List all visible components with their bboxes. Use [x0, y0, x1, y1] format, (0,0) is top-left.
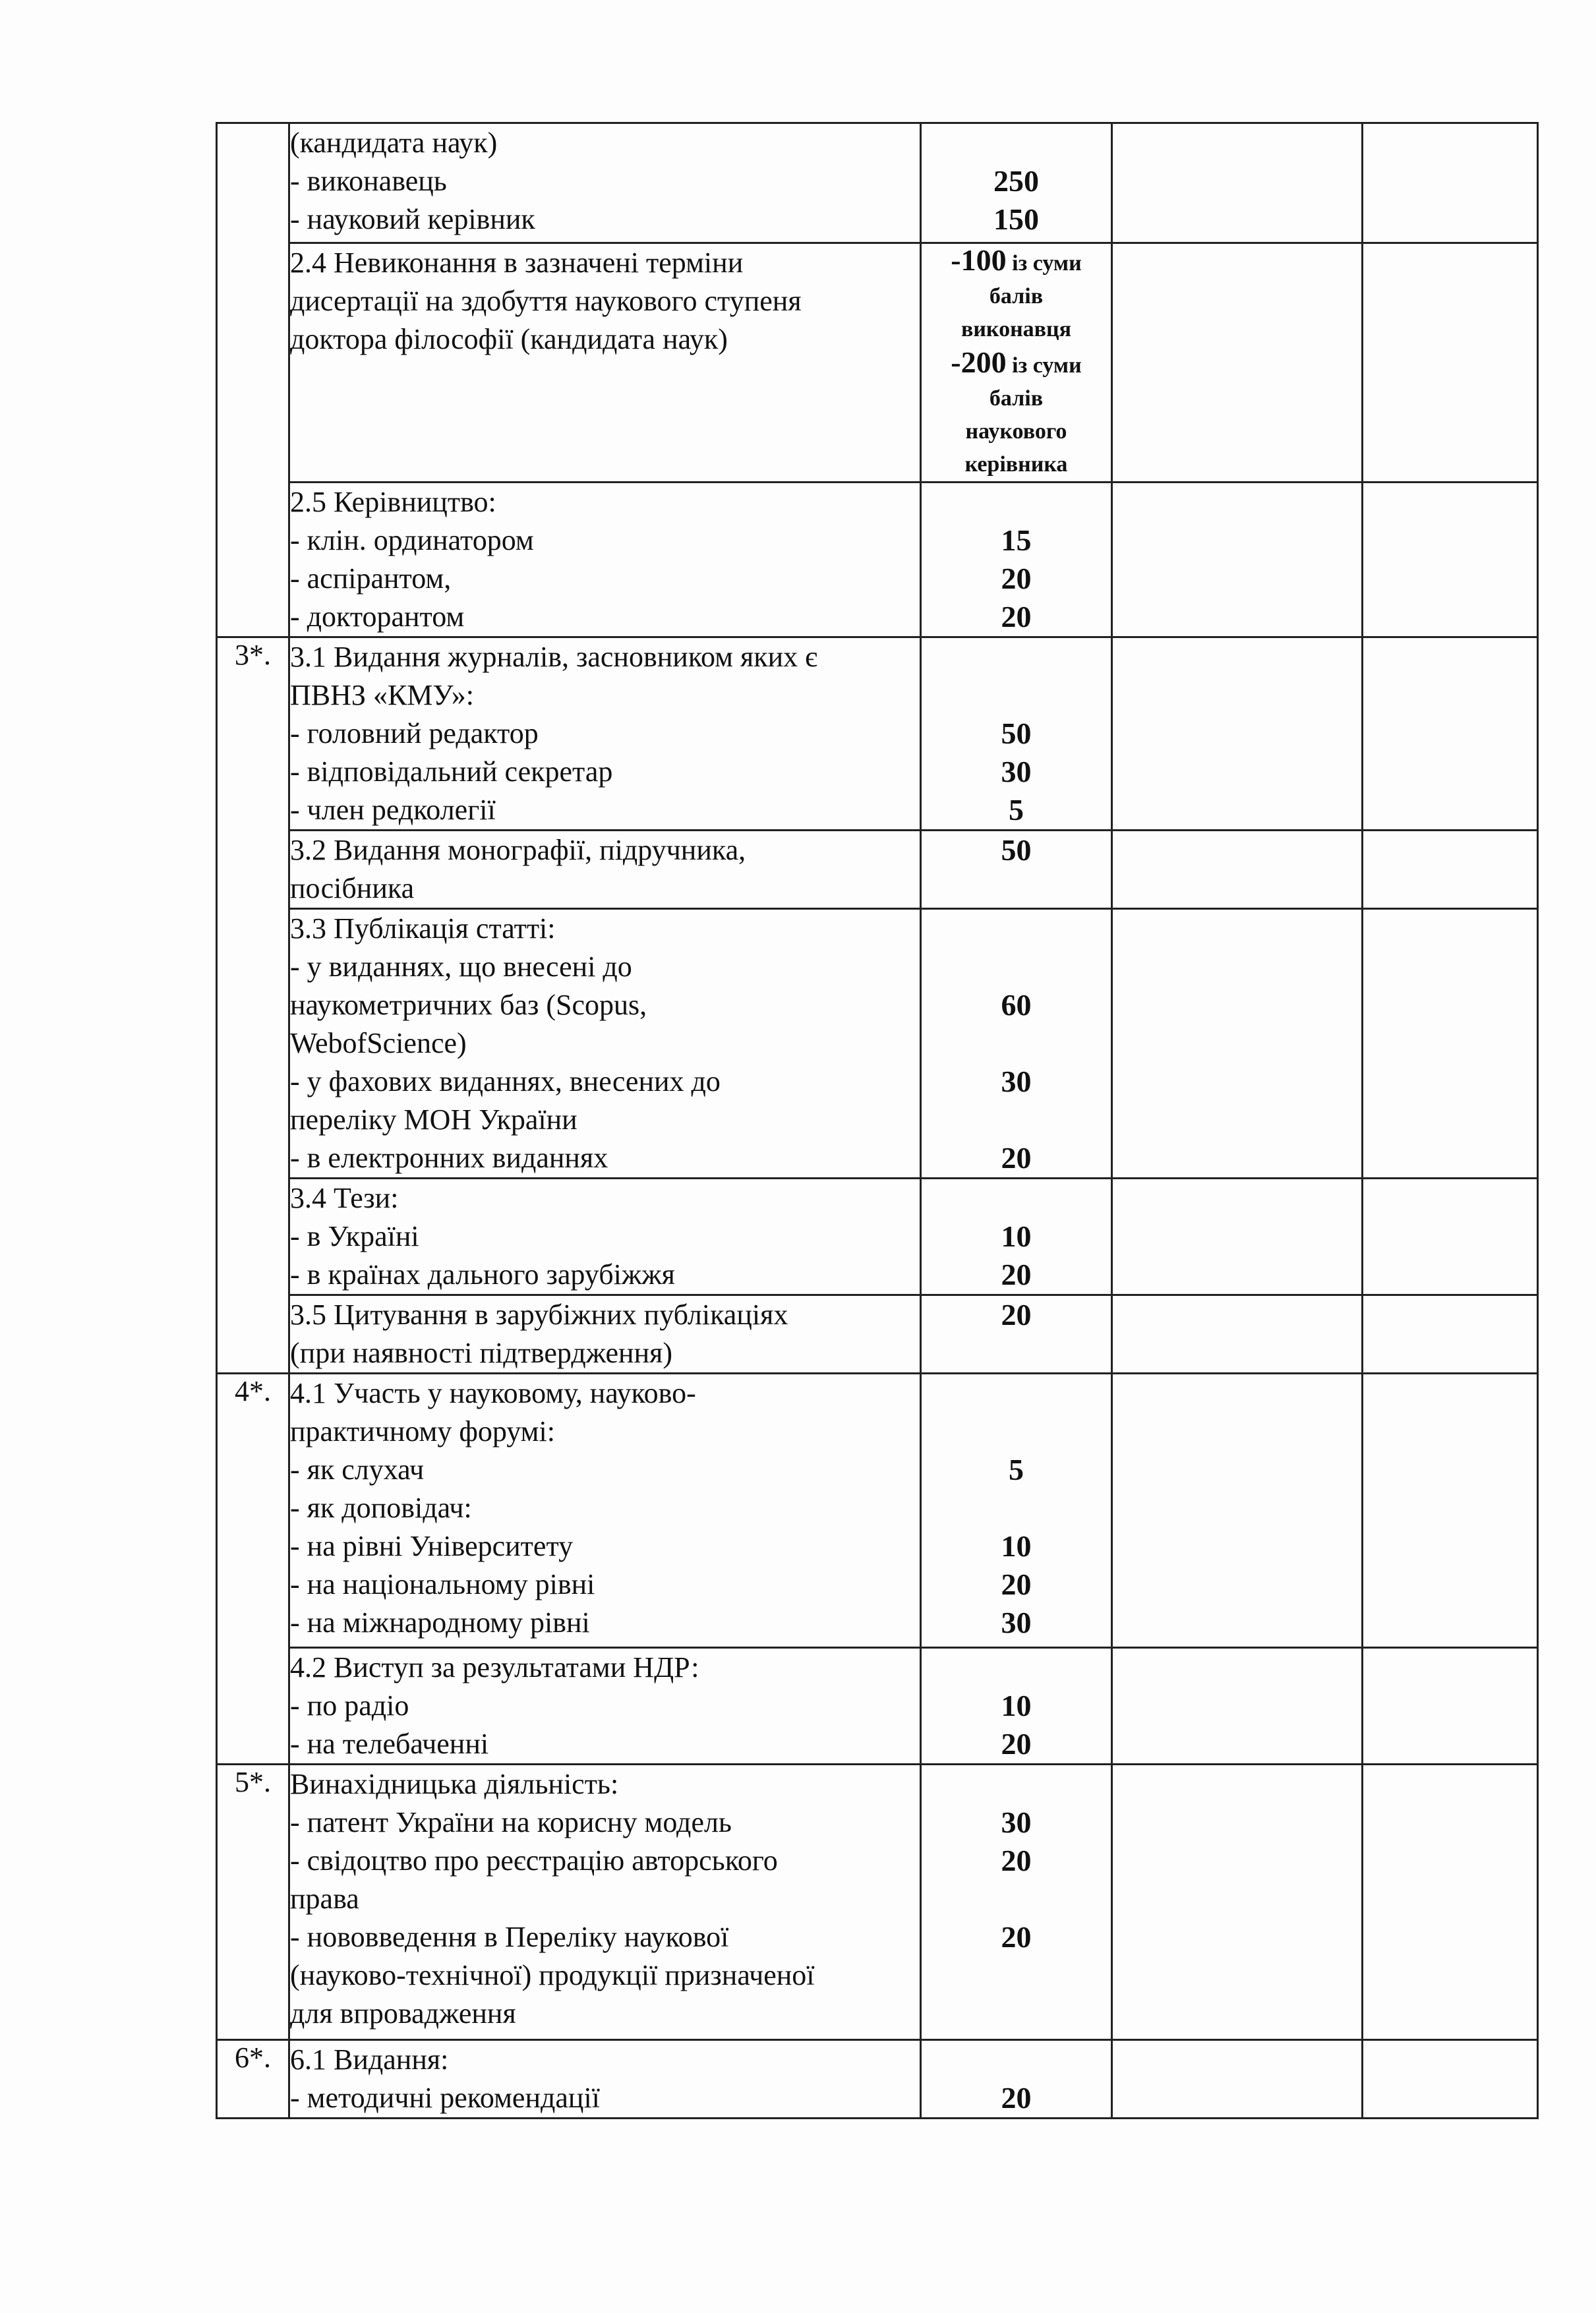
criterion-description	[289, 123, 921, 243]
points-value: 30	[1001, 1606, 1032, 1639]
points-value: 30	[1001, 1065, 1032, 1098]
points-line	[922, 448, 1111, 481]
empty-cell	[1363, 1179, 1538, 1295]
criterion-description	[289, 1179, 921, 1295]
table-row	[217, 2040, 1538, 2119]
table-row	[217, 1648, 1538, 1765]
points-value: 50	[1001, 833, 1032, 867]
section-number	[217, 123, 289, 637]
empty-cell	[1363, 1374, 1538, 1648]
description-line: 3.1 Видання журналів, засновником яких є	[290, 641, 818, 673]
empty-cell	[1363, 1765, 1538, 2040]
points-line	[922, 313, 1111, 346]
description-line: - член редколегії	[290, 794, 496, 826]
description-line: - докторантом	[290, 600, 465, 633]
points-value	[922, 1179, 1111, 1217]
description-line: - відповідальний секретар	[290, 755, 613, 788]
points-value	[922, 869, 1111, 908]
description-line: (кандидата наук)	[290, 127, 498, 159]
description-line: - патент України на корисну модель	[290, 1806, 732, 1838]
empty-cell	[1363, 637, 1538, 831]
empty-cell	[1112, 2040, 1363, 2119]
description-line: 2.5 Керівництво:	[290, 486, 496, 518]
points-value: 250	[993, 164, 1039, 198]
empty-cell	[1363, 243, 1538, 483]
points-value	[922, 1024, 1111, 1063]
points-value: 20	[1001, 1258, 1032, 1291]
points-value	[922, 1995, 1111, 2033]
points-value: 5	[1009, 1453, 1024, 1486]
points-line	[922, 415, 1111, 448]
description-line: (науково-технічної) продукції призначеної	[290, 1959, 815, 1991]
description-line: - виконавець	[290, 165, 447, 197]
table-row	[217, 1295, 1538, 1374]
points-cell	[921, 123, 1112, 243]
points-value	[922, 1956, 1111, 1995]
points-value	[922, 948, 1111, 986]
description-line: - нововведення в Переліку наукової	[290, 1921, 729, 1953]
description-line: права	[290, 1883, 359, 1915]
table-row	[217, 1765, 1538, 2040]
points-note: балів	[989, 284, 1044, 308]
points-note: наукового	[965, 419, 1067, 444]
points-cell	[921, 1648, 1112, 1765]
points-value: 20	[1001, 1567, 1032, 1601]
points-value: 5	[1009, 793, 1024, 827]
points-value: 30	[1001, 755, 1032, 788]
points-cell	[921, 831, 1112, 909]
description-line: 3.5 Цитування в зарубіжних публікаціях	[290, 1299, 788, 1331]
empty-cell	[1363, 2040, 1538, 2119]
criterion-description	[289, 483, 921, 637]
empty-cell	[1112, 243, 1363, 483]
criterion-description	[289, 1295, 921, 1374]
points-value: 20	[1001, 1141, 1032, 1175]
points-value: 60	[1001, 988, 1032, 1022]
description-line: доктора філософії (кандидата наук)	[290, 323, 728, 355]
description-line: - в електронних виданнях	[290, 1142, 608, 1174]
points-cell	[921, 1374, 1112, 1648]
empty-cell	[1112, 909, 1363, 1179]
criterion-description	[289, 637, 921, 831]
table-row	[217, 909, 1538, 1179]
criterion-description	[289, 2040, 921, 2119]
points-value	[922, 910, 1111, 948]
description-line: 3.4 Тези:	[290, 1182, 399, 1214]
criterion-description	[289, 1648, 921, 1765]
points-value	[922, 1413, 1111, 1451]
points-value: 20	[1001, 562, 1032, 595]
points-line	[922, 280, 1111, 313]
description-line: - на національному рівні	[290, 1568, 595, 1600]
description-line: - на рівні Університету	[290, 1530, 574, 1562]
points-cell	[921, 483, 1112, 637]
description-line: - по радіо	[290, 1689, 409, 1722]
empty-cell	[1363, 831, 1538, 909]
empty-cell	[1363, 909, 1538, 1179]
criterion-description	[289, 1765, 921, 2040]
points-value: 20	[1001, 2081, 1032, 2115]
points-value: -100	[951, 243, 1007, 277]
description-line: - в Україні	[290, 1220, 419, 1252]
empty-cell	[1112, 1648, 1363, 1765]
empty-cell	[1112, 483, 1363, 637]
empty-cell	[1363, 483, 1538, 637]
points-value: -200	[951, 345, 1007, 379]
evaluation-table	[216, 122, 1539, 2119]
criterion-description	[289, 831, 921, 909]
empty-cell	[1112, 1374, 1363, 1648]
description-line: 4.2 Виступ за результатами НДР:	[290, 1651, 699, 1684]
table-row	[217, 1374, 1538, 1648]
description-line: 2.4 Невиконання в зазначені терміни	[290, 247, 744, 279]
table-row	[217, 1179, 1538, 1295]
section-number: 3*.	[217, 637, 289, 1374]
points-value	[922, 1101, 1111, 1139]
section-number: 4*.	[217, 1374, 289, 1765]
points-value: 20	[1001, 1727, 1032, 1761]
points-cell	[921, 1765, 1112, 2040]
points-note: виконавця	[961, 317, 1072, 341]
description-line: - науковий керівник	[290, 203, 535, 235]
points-value	[922, 1765, 1111, 1803]
description-line: (при наявності підтвердження)	[290, 1337, 673, 1369]
points-value	[922, 1880, 1111, 1918]
criterion-description	[289, 1374, 921, 1648]
table-row	[217, 831, 1538, 909]
description-line: 6.1 Видання:	[290, 2043, 449, 2076]
points-value	[922, 1374, 1111, 1413]
points-value	[922, 124, 1111, 162]
points-cell	[921, 637, 1112, 831]
table-row	[217, 637, 1538, 831]
points-cell	[921, 1295, 1112, 1374]
table-body	[217, 123, 1538, 2119]
description-line: - у фахових виданнях, внесених до	[290, 1065, 721, 1098]
description-line: 3.3 Публікація статті:	[290, 912, 556, 945]
points-cell	[921, 1179, 1112, 1295]
description-line: - методичні рекомендації	[290, 2082, 600, 2114]
description-line: - аспірантом,	[290, 562, 452, 595]
points-cell	[921, 2040, 1112, 2119]
section-number: 6*.	[217, 2040, 289, 2119]
criterion-description	[289, 909, 921, 1179]
points-note: із суми	[1012, 353, 1082, 378]
section-number: 5*.	[217, 1765, 289, 2040]
description-line: - у виданнях, що внесені до	[290, 951, 632, 983]
description-line: посібника	[290, 872, 415, 904]
description-line: WebofScience)	[290, 1027, 467, 1059]
points-value	[922, 1334, 1111, 1372]
description-line: переліку МОН України	[290, 1103, 577, 1136]
points-note: керівника	[964, 452, 1068, 477]
points-line	[922, 244, 1111, 280]
empty-cell	[1363, 1295, 1538, 1374]
empty-cell	[1112, 1295, 1363, 1374]
empty-cell	[1112, 1179, 1363, 1295]
empty-cell	[1112, 831, 1363, 909]
description-line: - на міжнародному рівні	[290, 1606, 590, 1639]
empty-cell	[1363, 123, 1538, 243]
description-line: Винахідницька діяльність:	[290, 1768, 619, 1800]
points-value: 10	[1001, 1529, 1032, 1563]
points-value: 50	[1001, 717, 1032, 750]
points-cell	[921, 243, 1112, 483]
points-value	[922, 1489, 1111, 1527]
points-value	[922, 2041, 1111, 2079]
points-value: 20	[1001, 600, 1032, 633]
description-line: ПВНЗ «КМУ»:	[290, 679, 475, 711]
points-value: 20	[1001, 1298, 1032, 1332]
description-line: 4.1 Участь у науковому, науково-	[290, 1377, 696, 1409]
empty-cell	[1112, 123, 1363, 243]
description-line: наукометричних баз (Scopus,	[290, 989, 647, 1021]
description-line: для впровадження	[290, 1997, 516, 2030]
points-note: із суми	[1012, 251, 1082, 276]
description-line: - на телебаченні	[290, 1728, 489, 1760]
points-value	[922, 638, 1111, 676]
points-line	[922, 382, 1111, 415]
points-value: 30	[1001, 1805, 1032, 1839]
table-row	[217, 483, 1538, 637]
points-cell	[921, 909, 1112, 1179]
table-row	[217, 243, 1538, 483]
criterion-description	[289, 243, 921, 483]
description-line: - клін. ординатором	[290, 524, 534, 556]
empty-cell	[1363, 1648, 1538, 1765]
points-value: 150	[993, 202, 1039, 236]
description-line: дисертації на здобуття наукового ступеня	[290, 285, 802, 317]
points-line	[922, 346, 1111, 382]
points-value	[922, 483, 1111, 521]
description-line: - головний редактор	[290, 717, 539, 749]
table-row	[217, 123, 1538, 243]
description-line: 3.2 Видання монографії, підручника,	[290, 834, 746, 866]
description-line: - як слухач	[290, 1453, 425, 1486]
description-line: - свідоцтво про реєстрацію авторського	[290, 1844, 778, 1877]
points-value	[922, 676, 1111, 715]
points-value	[922, 1649, 1111, 1687]
description-line: - в країнах дального зарубіжжя	[290, 1258, 675, 1291]
points-value: 10	[1001, 1219, 1032, 1253]
points-value: 10	[1001, 1689, 1032, 1722]
points-value: 15	[1001, 523, 1032, 557]
points-value: 20	[1001, 1844, 1032, 1877]
points-note: балів	[989, 386, 1044, 411]
empty-cell	[1112, 1765, 1363, 2040]
points-value: 20	[1001, 1920, 1032, 1954]
description-line: практичному форумі:	[290, 1415, 555, 1448]
description-line: - як доповідач:	[290, 1492, 472, 1524]
empty-cell	[1112, 637, 1363, 831]
